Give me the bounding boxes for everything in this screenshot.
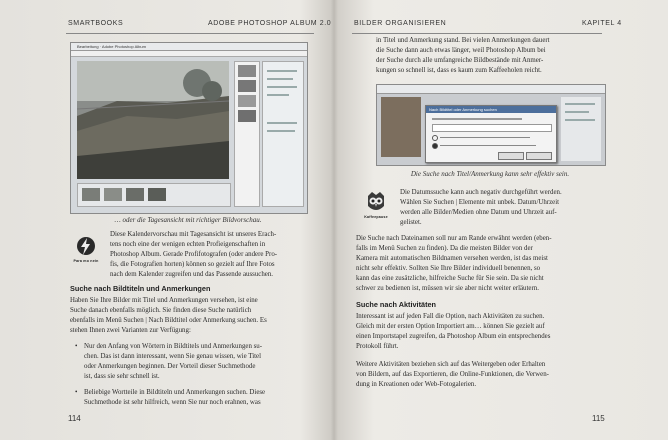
- cancel-button[interactable]: [526, 152, 552, 160]
- section-heading: Suche nach Bildtiteln und Anmerkungen: [70, 284, 211, 293]
- window-menubar: [71, 51, 307, 57]
- radio-button[interactable]: [432, 135, 438, 141]
- text-line: oder Anmerkungen beginnen. Der Vorteil dieser Suchmethode: [84, 363, 256, 371]
- text-line: Protokoll führt.: [356, 343, 399, 351]
- text-line: Wählen Sie Suchen | Elemente mit unbek. Datum/Uhrzeit: [400, 199, 560, 207]
- dialog-title: Nach Bildtitel oder Anmerkung suchen: [426, 106, 556, 113]
- radio-button[interactable]: [432, 143, 438, 149]
- bullet-item: [84, 342, 310, 382]
- text-line: Haben Sie Ihre Bilder mit Titel und Anmerkungen versehen, ist eine: [70, 297, 258, 304]
- filename-paragraph: [356, 234, 612, 295]
- text-line: ebenfalls im Menü Suchen | Nach Bildtitel oder Anmerkung suchen. Es: [70, 317, 267, 325]
- figure-caption: … oder die Tagesansicht mit richtiger Bildvorschau.: [114, 216, 262, 224]
- text-line: Weitere Aktivitäten beziehen sich auf das Weitergeben oder Erhalten: [356, 361, 546, 368]
- text-line: schwer zu bedienen ist, müssen wir sie aber nicht weiter erläutern.: [356, 285, 539, 293]
- text-line: falls im Menü Suchen zu finden). Da die meisten Bilder von der: [356, 245, 533, 253]
- text-line: der Suche durch alle umfangreiche Bildbestände mit Anmer-: [376, 57, 544, 65]
- lightning-icon: [76, 236, 96, 258]
- header-rule: [66, 33, 314, 34]
- activities-paragraph: [356, 312, 612, 352]
- text-line: kungen so schnell ist, dass es kaum zum Kaffeeholen reicht.: [376, 67, 542, 75]
- text-line: kann das eine zusätzliche, hilfreiche Suche für Sie sein. Da sie nicht: [356, 275, 544, 283]
- ok-button[interactable]: [498, 152, 524, 160]
- text-line: Interessant ist auf jeden Fall die Option, nach Aktivitäten zu suchen.: [356, 313, 545, 320]
- text-line: werden alle Bilder/Medien ohne Datum und Uhrzeit auf-: [400, 209, 557, 217]
- text-line: Suchmethode ist sehr hilfreich, wenn Sie nur noch erahnen, was: [84, 399, 261, 407]
- text-line: Die Suche nach Dateinamen soll nur am Rande erwähnt werden (eben-: [356, 235, 552, 242]
- background-photo: [381, 97, 421, 157]
- running-header-chapter: KAPITEL 4: [582, 20, 622, 27]
- text-line: Gleich mit der ersten Option Importiert am… können Sie gezielt auf: [356, 323, 545, 331]
- search-dialog: [425, 105, 557, 163]
- text-line: von Bildern, auf das Exportieren, die Online-Funktionen, die Verwen-: [356, 371, 549, 379]
- owl-icon: [364, 190, 388, 214]
- side-panel: [561, 97, 601, 161]
- photo-preview: [77, 61, 229, 179]
- search-input[interactable]: [432, 124, 552, 132]
- text-line: • Nur den Anfang von Wörtern in Bildtitels und Anmerkungen su-: [84, 343, 263, 350]
- running-header-book-title: ADOBE PHOTOSHOP ALBUM 2.0: [208, 20, 332, 27]
- text-line: • Beliebige Wortteile in Bildtiteln und Anmerkungen suchen. Diese: [84, 389, 266, 396]
- header-rule: [352, 33, 602, 34]
- text-line: Kamera mit automatischen Bildnamen versehen werden, ist das meist: [356, 255, 548, 263]
- bullet-item: [84, 388, 310, 408]
- text-line: chen. Das ist dann interessant, wenn Sie genau wissen, wie Titel: [84, 353, 262, 361]
- text-line: nicht sehr effektiv. Sollten Sie Ihre Bilder individuell benennen, so: [356, 265, 541, 273]
- text-line: Diese Kalendervorschau mit Tagesansicht ist unseres Erach-: [110, 231, 277, 238]
- icon-label: Para mo nein: [73, 259, 99, 263]
- text-line: ist, dass sie sehr schnell ist.: [84, 373, 160, 381]
- window-toolbar: [377, 85, 605, 94]
- text-line: stehen Ihnen zwei Varianten zur Verfügung:: [70, 327, 191, 335]
- side-panel: [262, 61, 304, 207]
- text-line: dung in Kreationen oder Web-Fotogalerien.: [356, 381, 477, 389]
- text-line: in Titel und Anmerkung stand. Bei vielen Anmerkungen dauert: [376, 37, 550, 44]
- intro-paragraph: [110, 230, 310, 280]
- section-heading: Suche nach Aktivitäten: [356, 300, 437, 309]
- body-paragraph: [70, 296, 310, 336]
- text-line: tens noch eine der wenigen echten Profieigenschaften in: [110, 241, 266, 249]
- text-line: einen Importstapel zugreifen, da Photoshop Album ein entsprechendes: [356, 333, 551, 341]
- icon-label: Kaffeepause: [364, 215, 388, 219]
- text-line: nach dem Kalender zugreifen und das Passende aussuchen.: [110, 271, 274, 279]
- figure-caption: Die Suche nach Titel/Anmerkung kann sehr effektiv sein.: [410, 170, 570, 178]
- right-page: [334, 0, 668, 440]
- text-line: Suche danach ebenfalls möglich. Sie finden diese Suche natürlich: [70, 307, 252, 315]
- screenshot-day-view: [70, 42, 308, 214]
- thumbnail-column: [234, 61, 260, 207]
- running-header-left: SMARTBOOKS: [68, 20, 124, 27]
- window-title: Bearbeitung · Adobe Photoshop Album: [71, 43, 307, 51]
- screenshot-search-dialog: [376, 84, 606, 166]
- filmstrip: [77, 183, 231, 207]
- text-line: gelistet.: [400, 219, 422, 227]
- page-number: 115: [592, 414, 605, 423]
- tip-paragraph: [400, 188, 610, 228]
- text-line: Photoshop Album. Gerade Profifotografen (oder andere Pro-: [110, 251, 278, 259]
- text-line: fis, die Fotografien horten) können so gezielt auf Ihre Fotos: [110, 261, 275, 269]
- page-number: 114: [68, 414, 81, 423]
- top-paragraph: [376, 36, 608, 76]
- running-header-chapter-title: BILDER ORGANISIEREN: [354, 20, 447, 27]
- text-line: Die Datumssuche kann auch negativ durchgeführt werden.: [400, 189, 562, 196]
- text-line: die Suche dann auch etwas länger, weil Photoshop Album bei: [376, 47, 546, 55]
- closing-paragraph: [356, 360, 612, 390]
